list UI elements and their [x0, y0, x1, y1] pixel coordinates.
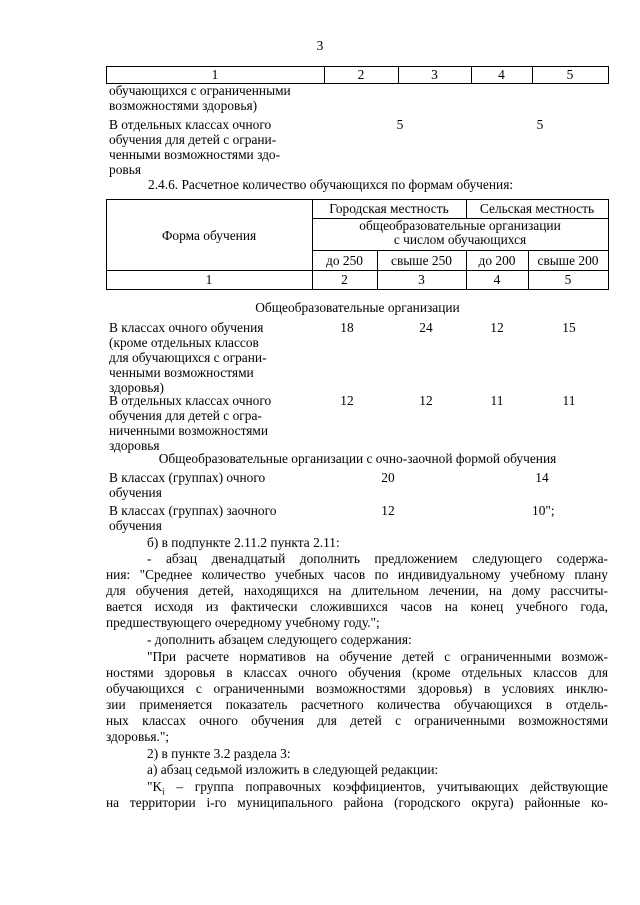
urban-value: 12 — [381, 503, 395, 518]
urban-header: Городская местность — [329, 201, 449, 216]
table-cell: 18 — [340, 320, 354, 335]
col-number: 1 — [211, 67, 219, 82]
rural-value: 14 — [535, 470, 549, 485]
paragraph: а) абзац седьмой изложить в следующей редакции: — [147, 762, 439, 777]
row-label: обучающихся с ограниченными возможностями здоровья) — [109, 83, 291, 113]
col-number: 4 — [498, 67, 505, 82]
rural-value: 10"; — [532, 503, 555, 518]
paragraph: б) в подпункте 2.11.2 пункта 2.11: — [147, 535, 340, 550]
table-cell: 12 — [419, 393, 433, 408]
sub-header: до 200 — [478, 253, 516, 268]
sub-header: свыше 250 — [391, 253, 452, 268]
col-number: 2 — [357, 67, 365, 82]
rural-header: Сельская местность — [479, 201, 595, 216]
table-cell: 24 — [419, 320, 433, 335]
table-cell: 11 — [562, 393, 576, 408]
col-number: 5 — [566, 67, 574, 82]
table-cell: 12 — [340, 393, 354, 408]
row-label: В отдельных классах очного обучения для детей с ограни- ченными возможностями здо- ровья — [109, 117, 281, 177]
urban-value: 20 — [381, 470, 395, 485]
col-number: 1 — [205, 272, 213, 287]
row-label: В классах очного обучения (кроме отдельных классов для обучающихся с ограни- ченными возможностями здоровья) — [109, 320, 267, 395]
table-cell: 12 — [490, 320, 504, 335]
rural-value: 5 — [536, 117, 544, 132]
sub-header: до 250 — [326, 253, 363, 268]
sub-header: свыше 200 — [537, 253, 599, 268]
section-heading: 2.4.6. Расчетное количество обучающихся по формам обучения: — [148, 177, 514, 192]
col-number: 5 — [564, 272, 572, 287]
col-number: 3 — [418, 272, 425, 287]
form-header: Форма обучения — [161, 228, 257, 243]
group-title: Общеобразовательные организации — [255, 300, 460, 315]
col-number: 4 — [493, 272, 501, 287]
table-cell: 15 — [562, 320, 576, 335]
group-title: Общеобразовательные организации с очно-заочной формой обучения — [158, 451, 557, 466]
org-header: общеобразовательные организации с числом обучающихся — [359, 218, 561, 247]
row-label: В классах (группах) заочного обучения — [109, 503, 277, 533]
row-label: В классах (группах) очного обучения — [109, 470, 266, 500]
row-label: В отдельных классах очного обучения для детей с огра- ниченными возможностями здоровья — [109, 393, 272, 453]
table-cell: 11 — [490, 393, 504, 408]
col-number: 3 — [431, 67, 438, 82]
col-number: 2 — [341, 272, 348, 287]
page-number: 3 — [316, 38, 324, 53]
paragraph: 2) в пункте 3.2 раздела 3: — [147, 746, 291, 761]
paragraph: - дополнить абзацем следующего содержания: — [147, 632, 412, 647]
urban-value: 5 — [396, 117, 404, 132]
